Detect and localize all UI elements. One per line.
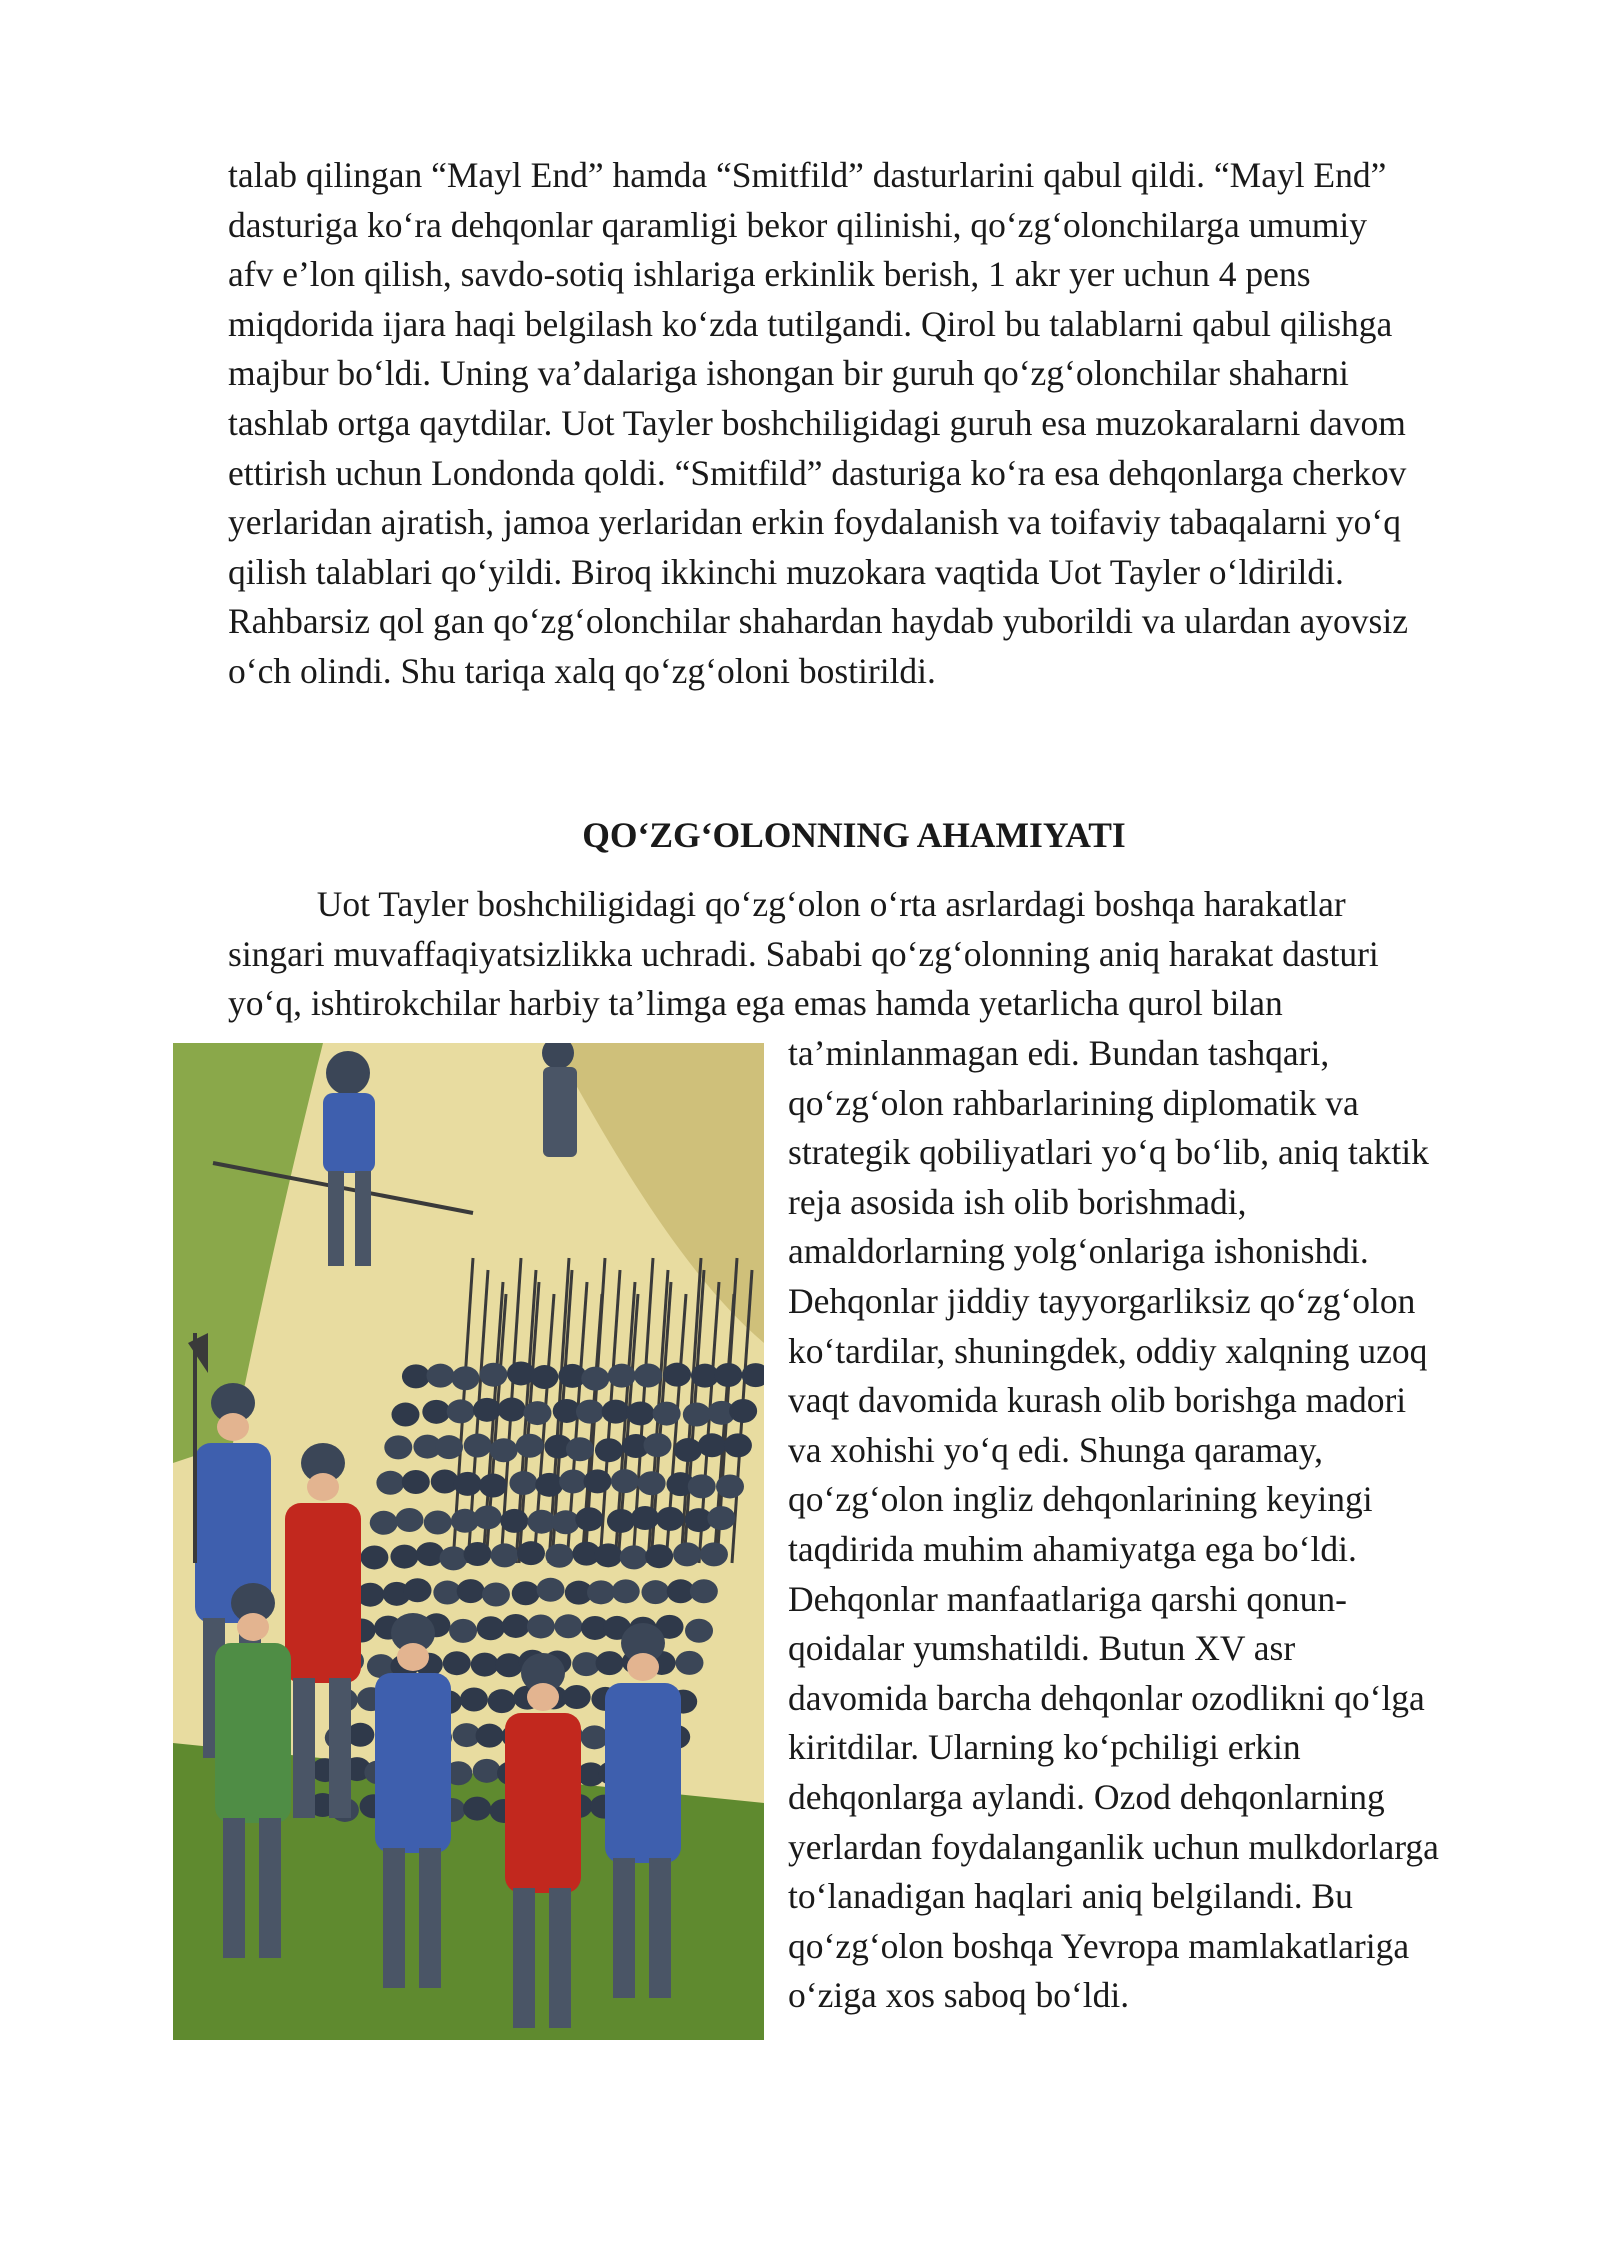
army-helmet [360,1545,388,1569]
blue-soldier-leg [419,1848,441,1988]
paragraph-2-wrapped [788,1029,1488,2021]
army-helmet [451,1366,479,1390]
army-helmet [645,1544,673,1568]
red-soldier-leg [293,1678,315,1818]
army-helmet [440,1546,468,1570]
army-helmet [581,1367,609,1391]
army-helmet [674,1438,702,1462]
army-helmet [416,1542,444,1566]
army-helmet [402,1364,430,1388]
army-helmet [683,1403,711,1427]
paragraph-2-wrapped-line: qoʻzgʻolon ingliz dehqonlarining keyingi [788,1479,1373,1520]
army-helmet [631,1506,659,1530]
paragraph-1-line: qilish talablari qoʻyildi. Biroq ikkinchi muzokara vaqtida Uot Tayler oʻldirildi. [228,551,1344,592]
paragraph-2-wrapped-line: qoʻzgʻolon boshqa Yevropa mamlakatlariga [788,1925,1410,1966]
right-soldier-tunic [605,1683,681,1863]
army-helmet [688,1474,716,1498]
paragraph-2-wrapped-line: Dehqonlar manfaatlariga qarshi qonun- [788,1578,1347,1619]
army-helmet [447,1399,475,1423]
army-helmet [575,1507,603,1531]
paragraph-2-wrapped-line: ta’minlanmagan edi. Bundan tashqari, [788,1033,1330,1073]
army-helmet [502,1614,530,1638]
paragraph-1-line: Rahbarsiz qol gan qoʻzgʻolonchilar shahardan haydab yuborildi va ulardan ayovsiz [228,601,1408,642]
paragraph-2-wrapped-line: qoidalar yumshatildi. Butun XV asr [788,1628,1296,1669]
paragraph-1-line: dasturiga koʻra dehqonlar qaramligi bekor qilinishi, qoʻzgʻolonchilarga umumiy [228,204,1367,245]
medieval-battle-illustration [173,1043,764,2040]
army-helmet [479,1363,507,1387]
army-helmet [673,1542,701,1566]
army-helmet [490,1438,518,1462]
army-helmet [471,1653,499,1677]
paragraph-1-line: miqdorida ijara haqi belgilash koʻzda tutilgandi. Qirol bu talablarni qabul qilishga [228,303,1393,344]
army-helmet [426,1364,454,1388]
army-helmet [464,1434,492,1458]
paragraph-1-line: majbur boʻldi. Uning va’dalariga ishongan bir guruh qoʻzgʻolonchilar shaharni [228,353,1349,394]
army-helmet [530,1365,558,1389]
paragraph-2-wrapped-line: va xohishi yoʻq edi. Shunga qaramay, [788,1429,1324,1470]
green-soldier-tunic [215,1643,291,1823]
army-helmet [390,1545,418,1569]
right-soldier-leg [613,1858,635,1998]
army-helmet [587,1580,615,1604]
army-helmet [498,1398,526,1422]
army-helmet [391,1403,419,1427]
army-helmet [517,1541,545,1565]
army-helmet [424,1510,452,1534]
army-helmet [638,1471,666,1495]
army-helmet [729,1399,757,1423]
army-helmet [626,1401,654,1425]
army-helmet [685,1619,713,1643]
army-helmet [716,1474,744,1498]
green-soldier-face [237,1613,269,1641]
paragraph-2-wrapped-line: yerlardan foydalanganlik uchun mulkdorlarga [788,1826,1439,1867]
paragraph-1-line: tashlab ortga qaytdilar. Uot Tayler boshchiligidagi guruh esa muzokaralarni davom [228,402,1406,443]
paragraph-2-wrapped-line: koʻtardilar, shuningdek, oddiy xalqning uzoq [788,1330,1428,1371]
knight-leg [355,1171,371,1266]
army-helmet [495,1653,523,1677]
red-soldier-tunic [285,1503,361,1683]
army-helmet [608,1364,636,1388]
knight-helmet [326,1051,370,1095]
paragraph-2-wrapped-line: amaldorlarning yolgʻonlariga ishonishdi. [788,1231,1369,1272]
soldier-body [543,1067,577,1157]
army-helmet [707,1506,735,1530]
army-helmet [537,1578,565,1602]
paragraph-1-line: ettirish uchun Londonda qoldi. “Smitfild” dasturiga koʻra esa dehqonlarga cherkov [228,452,1407,493]
army-helmet [594,1543,622,1567]
army-helmet [435,1435,463,1459]
army-helmet [620,1545,648,1569]
army-helmet [376,1471,404,1495]
army-helmet [714,1363,742,1387]
army-helmet [477,1616,505,1640]
army-helmet [528,1510,556,1534]
green-soldier-leg [259,1818,281,1958]
army-helmet [611,1469,639,1493]
red-cloak-figure-tunic [505,1713,581,1893]
army-helmet [576,1400,604,1424]
paragraph-2-intro [228,880,1480,1029]
blue-soldier-face [397,1643,429,1671]
army-helmet [612,1579,640,1603]
paragraph-2-intro-line: Uot Tayler boshchiligidagi qoʻzgʻolon oʻrta asrlardagi boshqa harakatlar [228,884,1346,924]
paragraph-2-wrapped-line: davomida barcha dehqonlar ozodlikni qoʻlga [788,1677,1425,1718]
army-helmet [527,1614,555,1638]
paragraph-2-wrapped-line: oʻziga xos saboq boʻldi. [788,1975,1130,2016]
army-helmet [724,1433,752,1457]
army-helmet [395,1508,423,1532]
army-helmet [690,1579,718,1603]
army-helmet [545,1544,573,1568]
army-helmet [563,1685,591,1709]
army-helmet [479,1474,507,1498]
army-helmet [634,1364,662,1388]
knight-leg [328,1171,344,1266]
illustration-svg [173,1043,764,2040]
army-helmet [512,1581,540,1605]
army-helmet [566,1437,594,1461]
red-soldier-leg [329,1678,351,1818]
paragraph-1-line: afv e’lon qilish, savdo-sotiq ishlariga erkinlik berish, 1 akr yer uchun 4 pens [228,254,1311,295]
army-helmet [402,1470,430,1494]
red-cloak-figure-leg [549,1888,571,2028]
right-soldier-face [627,1653,659,1681]
army-helmet [460,1688,488,1712]
army-helmet [464,1542,492,1566]
army-helmet [454,1472,482,1496]
army-helmet [457,1579,485,1603]
paragraph-2-wrapped-line: dehqonlarga aylandi. Ozod dehqonlarning [788,1776,1385,1817]
army-helmet [552,1510,580,1534]
army-helmet [656,1507,684,1531]
army-helmet [404,1578,432,1602]
army-helmet [583,1469,611,1493]
army-helmet [491,1543,519,1567]
army-helmet [523,1401,551,1425]
army-helmet [516,1434,544,1458]
army-helmet [559,1469,587,1493]
army-helmet [698,1433,726,1457]
green-soldier-leg [223,1818,245,1958]
army-helmet [384,1435,412,1459]
army-helmet [488,1689,516,1713]
army-helmet [509,1471,537,1495]
paragraph-2-wrapped-line: strategik qobiliyatlari yoʻq boʻlib, aniq taktik [788,1132,1429,1173]
paragraph-1-line: yerlaridan ajratish, jamoa yerlaridan erkin foydalanish va toifaviy tabaqalarni yoʻq [228,502,1402,543]
army-helmet [607,1509,635,1533]
paragraph-1-line: talab qilingan “Mayl End” hamda “Smitfild” dasturlarini qabul qildi. “Mayl End” [228,155,1387,195]
paragraph-2-wrapped-line: Dehqonlar jiddiy tayyorgarliksiz qoʻzgʻolon [788,1280,1416,1321]
red-soldier-face [307,1473,339,1501]
army-helmet [473,1398,501,1422]
paragraph-2-wrapped-line: toʻlanadigan haqlari aniq belgilandi. Bu [788,1876,1353,1917]
army-helmet [663,1363,691,1387]
red-cloak-figure-leg [513,1888,535,2028]
blue-soldier-tunic [375,1673,451,1853]
blue-soldier-leg [383,1848,405,1988]
army-helmet [643,1433,671,1457]
army-helmet [596,1651,624,1675]
army-helmet [641,1580,669,1604]
paragraph-1 [228,151,1480,697]
paragraph-2-wrapped-line: taqdirida muhim ahamiyatga ega boʻldi. [788,1528,1357,1569]
army-helmet [700,1542,728,1566]
army-helmet [675,1651,703,1675]
knight-tunic [323,1093,375,1173]
army-helmet [482,1583,510,1607]
section-heading: QOʻZGʻOLONNING AHAMIYATI [582,815,1126,855]
army-helmet [602,1400,630,1424]
army-helmet [595,1438,623,1462]
paragraph-1-line: oʻch olindi. Shu tariqa xalq qoʻzgʻoloni bostirildi. [228,650,936,691]
army-helmet [463,1797,491,1821]
paragraph-2-wrapped-line: qoʻzgʻolon rahbarlarining diplomatik va [788,1082,1359,1123]
army-helmet [473,1759,501,1783]
left-soldier-face [217,1413,249,1441]
army-helmet [370,1511,398,1535]
army-helmet [500,1509,528,1533]
red-cloak-figure-face [527,1683,559,1711]
paragraph-2-intro-line: singari muvaffaqiyatsizlikka uchradi. Sababi qoʻzgʻolonning aniq harakat dasturi [228,933,1379,974]
paragraph-2-wrapped-line: reja asosida ish olib borishmadi, [788,1181,1247,1222]
army-helmet [443,1651,471,1675]
army-helmet [653,1402,681,1426]
army-helmet [554,1614,582,1638]
paragraph-2-wrapped-line: kiritdilar. Ularning koʻpchiligi erkin [788,1727,1301,1768]
army-helmet [507,1361,535,1385]
army-helmet [535,1473,563,1497]
paragraph-2-wrapped-line: vaqt davomida kurash olib borishga madori [788,1380,1407,1421]
army-helmet [449,1619,477,1643]
paragraph-2-intro-line: yoʻq, ishtirokchilar harbiy ta’limga ega emas hamda yetarlicha qurol bilan [228,983,1283,1024]
army-helmet [422,1400,450,1424]
army-helmet [476,1724,504,1748]
army-helmet [474,1505,502,1529]
army-helmet [580,1725,608,1749]
right-soldier-leg [649,1858,671,1998]
